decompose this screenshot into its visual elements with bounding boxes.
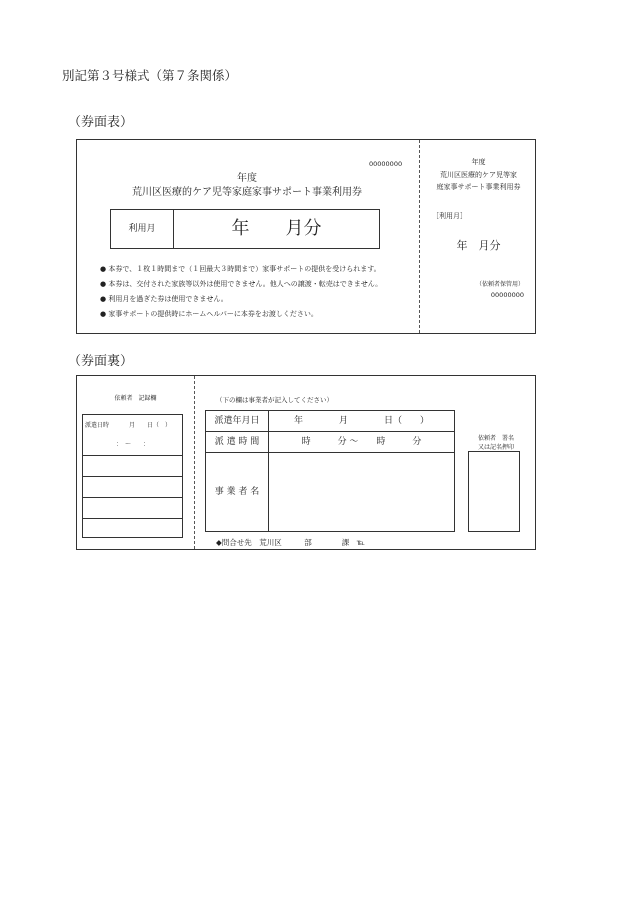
stub-use-month-value: 年 月分 xyxy=(456,239,501,252)
back-section-label: （券面裏） xyxy=(68,354,134,369)
ticket-title: 荒川区医療的ケア児等家庭家事サポート事業利用券 xyxy=(132,187,362,198)
perforation-line xyxy=(194,376,195,549)
provider-table xyxy=(205,410,455,532)
dispatch-date-label: 派遣日時 xyxy=(85,422,110,429)
stub-title-line1: 荒川区医療的ケア児等家 xyxy=(440,171,517,179)
note-item: ● 利用月を過ぎた券は使用できません。 xyxy=(100,295,228,303)
dispatch-time-row-label: 派 遣 時 間 xyxy=(206,432,269,452)
signature-label-line1: 依頼者 署名 xyxy=(477,435,514,442)
dispatch-date-row-value: 年 月 日（ ） xyxy=(293,416,429,426)
fiscal-year-label: 年度 xyxy=(237,173,257,184)
serial-number: 00000000 xyxy=(369,160,403,168)
note-item: ● 本券で、１枚１時間まで（１回最大３時間まで）家事サポートの提供を受けられます。 xyxy=(100,265,381,273)
note-item: ● 家事サポートの提供時にホームヘルパーに本券をお渡しください。 xyxy=(100,310,318,318)
signature-box xyxy=(468,451,520,532)
form-number-header: 別記第３号様式（第７条関係） xyxy=(62,68,238,83)
stub-title-line2: 庭家事サポート事業利用券 xyxy=(436,183,521,191)
requester-record-label: 依頼者 記録欄 xyxy=(114,395,157,402)
stub-keep-label: （依頼者保管用） xyxy=(475,281,524,288)
use-month-box xyxy=(110,209,380,249)
signature-label-line2: 又は記名押印 xyxy=(477,444,514,451)
contact-info: ◆問合せ先 荒川区 部 課 ℡ xyxy=(216,538,365,547)
provider-name-field xyxy=(269,453,454,531)
dispatch-date-value: 月 日（ ） xyxy=(129,422,172,429)
record-row-divider xyxy=(83,455,182,456)
record-row-divider xyxy=(83,518,182,519)
requester-record-table xyxy=(82,414,183,538)
ticket-stub xyxy=(420,140,537,333)
stub-serial-number: 00000000 xyxy=(490,291,524,299)
ticket-front xyxy=(76,139,536,334)
use-month-value: 年 月分 xyxy=(231,218,322,239)
record-row-divider xyxy=(83,476,182,477)
stub-fiscal-year: 年度 xyxy=(471,158,486,166)
use-month-label: 利用月 xyxy=(111,210,174,248)
note-item: ● 本券は、交付された家族等以外は使用できません。他人への譲渡・転売はできません。 xyxy=(100,280,383,288)
dispatch-time-row-value: 時 分 ～ 時 分 xyxy=(301,437,422,447)
ticket-back xyxy=(76,375,536,550)
record-row-divider xyxy=(83,497,182,498)
front-section-label: （券面表） xyxy=(68,115,134,130)
usage-notes xyxy=(100,262,420,322)
provider-fill-note: （下の欄は事業者が記入してください） xyxy=(216,396,333,404)
stub-use-month-label: ［利用月］ xyxy=(432,212,467,220)
provider-name-label: 事 業 者 名 xyxy=(206,453,269,531)
dispatch-time-value: ： ～ ： xyxy=(115,441,149,448)
dispatch-date-row-label: 派遣年月日 xyxy=(206,411,269,431)
